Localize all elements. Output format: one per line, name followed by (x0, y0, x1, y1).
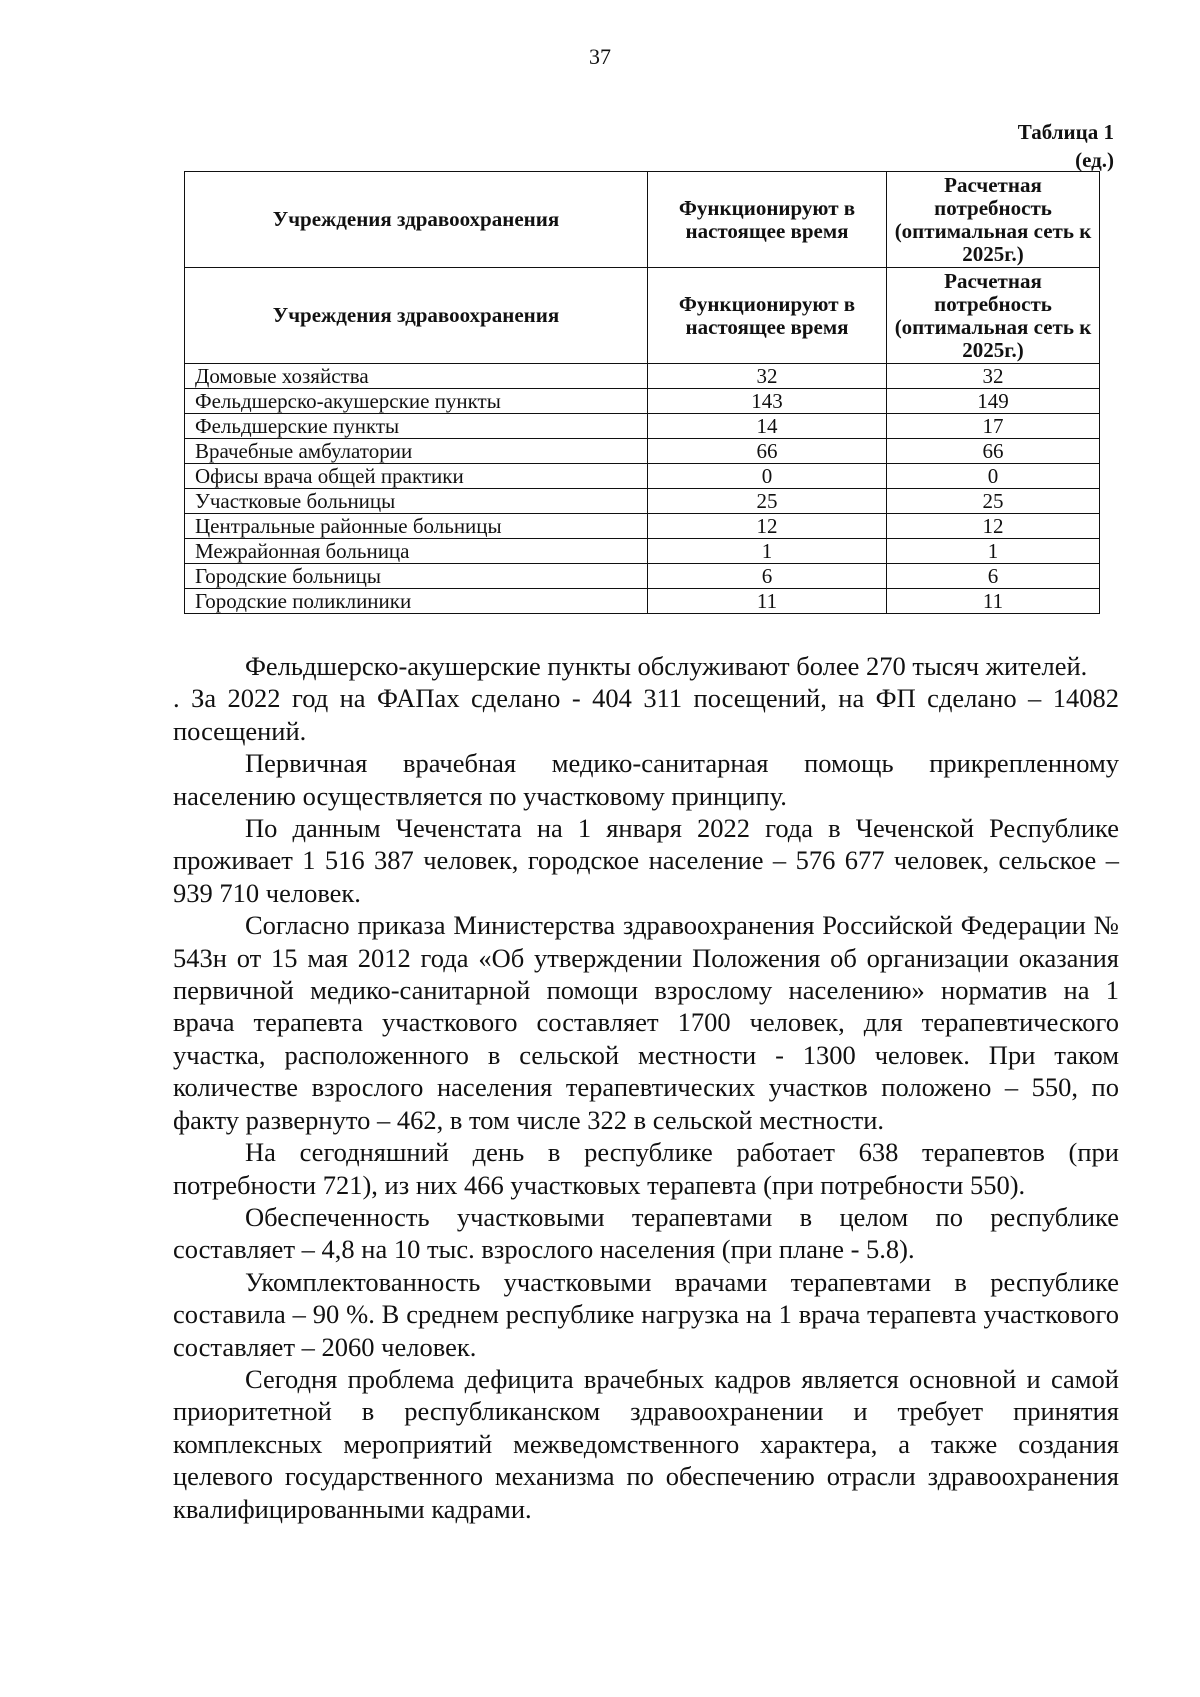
row-name: Участковые больницы (185, 489, 648, 514)
row-name: Городские поликлиники (185, 589, 648, 614)
paragraph: Укомплектованность участковыми врачами терапевтами в республике составила – 90 %. В среднем республике нагрузка на 1 врача терапевта участкового составляет – 2060 человек. (173, 1266, 1119, 1362)
paragraph: Фельдшерско-акушерские пункты обслуживают более 270 тысяч жителей. (245, 651, 1088, 681)
header-institution: Учреждения здравоохранения (185, 172, 648, 268)
row-current: 1 (648, 539, 887, 564)
row-current: 25 (648, 489, 887, 514)
table-caption (1018, 118, 1114, 174)
paragraph: Первичная врачебная медико-санитарная помощь прикрепленному населению осуществляется по участковому принципу. (173, 748, 1119, 811)
table-header-row-repeat (185, 268, 1100, 364)
table-row (185, 464, 1100, 489)
row-current: 12 (648, 514, 887, 539)
paragraph: Сегодня проблема дефицита врачебных кадров является основной и самой приоритетной в республиканском здравоохранении и требует принятия комплексных мероприятий межведомственного характера, а также создания целевого государственного механизма по обеспечению отрасли здравоохранения квалифицированными кадрами. (173, 1363, 1119, 1524)
table-row (185, 589, 1100, 614)
row-name: Врачебные амбулатории (185, 439, 648, 464)
row-current: 143 (648, 389, 887, 414)
row-name: Фельдшерские пункты (185, 414, 648, 439)
row-current: 14 (648, 414, 887, 439)
table-row (185, 489, 1100, 514)
row-name: Домовые хозяйства (185, 364, 648, 389)
header-institution: Учреждения здравоохранения (185, 268, 648, 364)
row-name: Городские больницы (185, 564, 648, 589)
row-required: 149 (887, 389, 1100, 414)
row-required: 17 (887, 414, 1100, 439)
paragraph: . За 2022 год на ФАПах сделано - 404 311 посещений, на ФП сделано – 14082 посещений. (173, 683, 1119, 746)
row-name: Офисы врача общей практики (185, 464, 648, 489)
table-title: Таблица 1 (1017, 120, 1114, 144)
paragraph: Согласно приказа Министерства здравоохранения Российской Федерации № 543н от 15 мая 2012 года «Об утверждении Положения об организации оказания первичной медико-санитарной помощи взрослому населению» норматив на 1 врача терапевта участкового составляет 1700 человек, для терапевтического участка, расположенного в сельской местности - 1300 человек. При таком количестве взрослого населения терапевтических участков положено – 550, по факту развернуто – 462, в том числе 322 в сельской местности. (173, 910, 1119, 1135)
row-name: Межрайонная больница (185, 539, 648, 564)
row-name: Фельдшерско-акушерские пункты (185, 389, 648, 414)
table-header-row (185, 172, 1100, 268)
table-row (185, 539, 1100, 564)
paragraph: Обеспеченность участковыми терапевтами в целом по республике составляет – 4,8 на 10 тыс. взрослого населения (при плане - 5.8). (173, 1201, 1119, 1265)
table-row (185, 564, 1100, 589)
row-current: 11 (648, 589, 887, 614)
row-required: 12 (887, 514, 1100, 539)
table-row (185, 439, 1100, 464)
header-current: Функционируют в настоящее время (648, 268, 887, 364)
header-current: Функционируют в настоящее время (648, 172, 887, 268)
row-current: 66 (648, 439, 887, 464)
row-required: 25 (887, 489, 1100, 514)
row-required: 1 (887, 539, 1100, 564)
table-row (185, 414, 1100, 439)
row-required: 0 (887, 464, 1100, 489)
row-current: 32 (648, 364, 887, 389)
table-row (185, 364, 1100, 389)
row-required: 11 (887, 589, 1100, 614)
paragraph: По данным Чеченстата на 1 января 2022 года в Чеченской Республике проживает 1 516 387 человек, городское население – 576 677 человек, сельское – 939 710 человек. (173, 813, 1119, 908)
institutions-table (184, 171, 1100, 614)
row-required: 32 (887, 364, 1100, 389)
table-row (185, 389, 1100, 414)
table-unit: (ед.) (1075, 148, 1114, 172)
page-number: 37 (589, 44, 611, 69)
header-required: Расчетная потребность (оптимальная сеть к 2025г.) (887, 268, 1100, 364)
row-required: 6 (887, 564, 1100, 589)
row-required: 66 (887, 439, 1100, 464)
row-current: 6 (648, 564, 887, 589)
body-text (173, 650, 1119, 1525)
row-current: 0 (648, 464, 887, 489)
paragraph: На сегодняшний день в республике работает 638 терапевтов (при потребности 721), из них 466 участковых терапевта (при потребности 550). (173, 1137, 1119, 1200)
header-required: Расчетная потребность (оптимальная сеть к 2025г.) (887, 172, 1100, 268)
row-name: Центральные районные больницы (185, 514, 648, 539)
table-row (185, 514, 1100, 539)
